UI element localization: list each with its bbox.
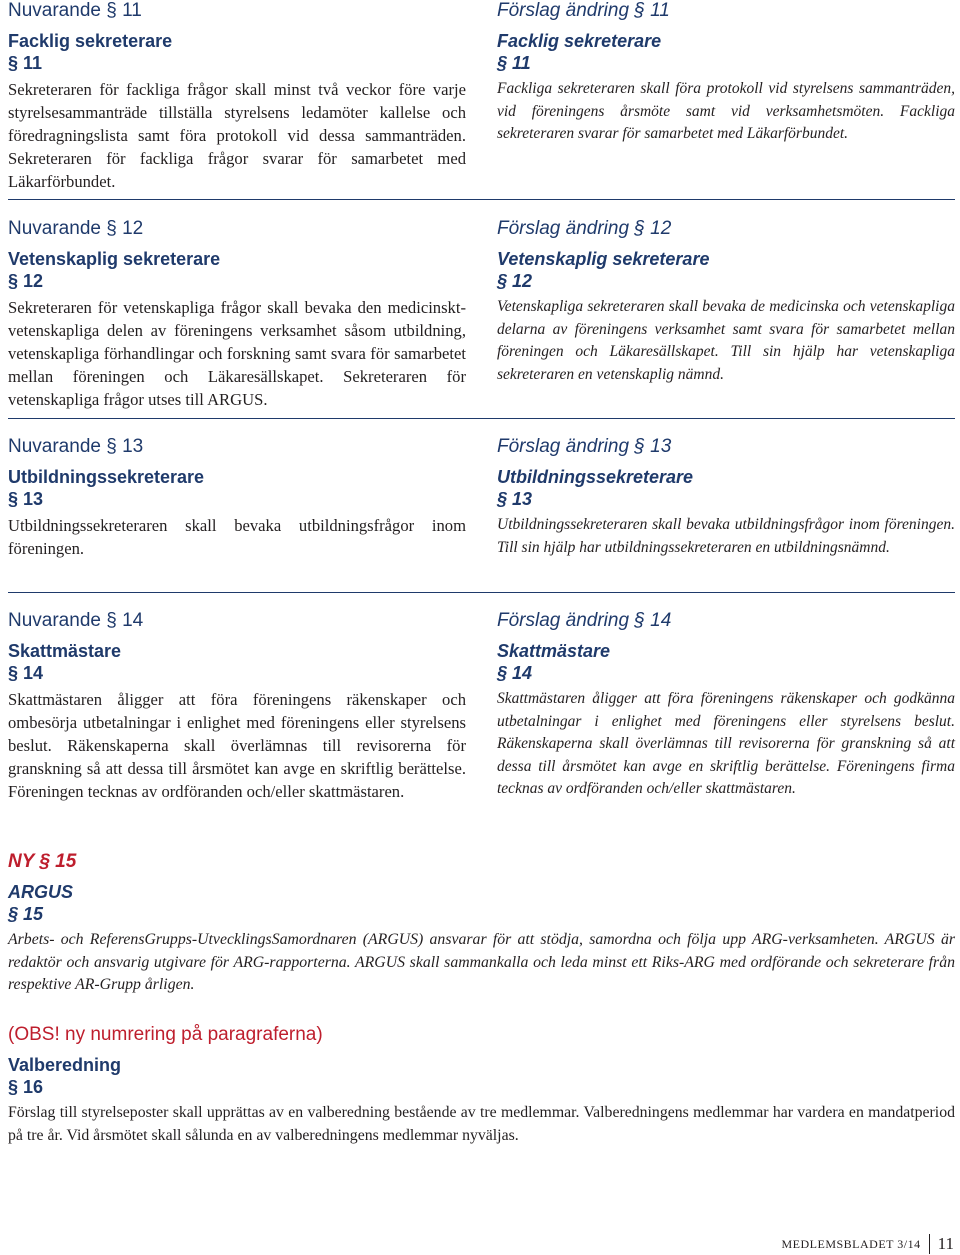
section-heading: Nuvarande § 14	[8, 610, 144, 631]
section-heading: Förslag ändring § 14	[497, 610, 672, 631]
paragraph-number: § 12	[497, 271, 533, 291]
current-column	[8, 436, 466, 560]
paragraph-number: § 16	[8, 1077, 44, 1097]
section-text: Utbildningssekreteraren skall bevaka utbildningsfrågor inom föreningen. Till sin hjälp har utbildningssekreteraren en utbildningsnämnd.	[497, 516, 955, 556]
section-text: Fackliga sekreteraren skall föra protokoll vid styrelsens sammanträden, vid föreningens årsmöte samt vid verksamhetsmöten. Fackliga sekreteraren svarar för samarbetet med Läkarförbundet.	[497, 80, 955, 142]
proposal-column	[497, 218, 955, 386]
section-title: Utbildningssekreterare	[497, 467, 694, 487]
section-title: Skattmästare	[497, 641, 611, 661]
section-heading: Förslag ändring § 13	[497, 436, 672, 457]
section-title: Facklig sekreterare	[497, 31, 662, 51]
section-title: Vetenskaplig sekreterare	[8, 249, 221, 269]
current-column	[8, 0, 466, 193]
section-divider	[8, 418, 955, 419]
new-section-heading: NY § 15	[8, 851, 77, 872]
section-text: Skattmästaren åligger att föra föreningens räkenskaper och ombesörja utbetalningar i enlighet med föreningens eller styrelsens beslut. Räkenskaperna skall överlämnas till revisorerna för granskning så att dessa till årsmötet kan avge en skriftlig berättelse. Föreningen tecknas av ordföranden och/eller skattmästaren.	[8, 690, 466, 801]
paragraph-number: § 15	[8, 904, 44, 924]
magazine-issue: MEDLEMSBLADET 3/14	[781, 1236, 921, 1251]
section-heading: Förslag ändring § 11	[497, 0, 670, 21]
current-column	[8, 218, 466, 411]
paragraph-number: § 13	[8, 489, 44, 509]
paragraph-number: § 14	[8, 663, 44, 683]
page-number: 11	[937, 1234, 954, 1253]
section-title: Utbildningssekreterare	[8, 467, 205, 487]
paragraph-number: § 11	[497, 53, 531, 73]
section-text: Sekreteraren för vetenskapliga frågor skall bevaka den medicinskt- vetenskapliga delen av föreningens verksamhet såsom utbildning, vetenskapliga förhandlingar och forskning samt svara för samarbetet mellan föreningen och Läkaresällskapet. Sekreteraren för vetenskapliga frågor utses till ARGUS.	[8, 298, 466, 409]
page-footer	[782, 1234, 955, 1254]
section-text: Vetenskapliga sekreteraren skall bevaka de medicinska och vetenskapliga delarna av föreningens verksamhet samt svara för samarbetet mellan föreningen och Läkaresällskapet. Till sin hjälp har vetenskapliga sekreteraren en vetenskaplig nämnd.	[497, 298, 955, 383]
section-title: ARGUS	[8, 882, 74, 902]
section-title: Vetenskaplig sekreterare	[497, 249, 710, 269]
section-16	[8, 1024, 955, 1147]
proposal-column	[497, 0, 955, 146]
section-title: Skattmästare	[8, 641, 122, 661]
renumbering-note: (OBS! ny numrering på paragraferna)	[8, 1024, 323, 1045]
section-title: Facklig sekreterare	[8, 31, 173, 51]
section-heading: Förslag ändring § 12	[497, 218, 672, 239]
paragraph-number: § 13	[497, 489, 533, 509]
section-heading: Nuvarande § 13	[8, 436, 144, 457]
section-divider	[8, 592, 955, 593]
new-section-15	[8, 851, 955, 997]
paragraph-number: § 11	[8, 53, 43, 73]
section-title: Valberedning	[8, 1055, 122, 1075]
paragraph-number: § 12	[8, 271, 44, 291]
section-text: Skattmästaren åligger att föra föreningens räkenskaper och godkänna utbetalningar i enlighet med föreningens eller styrelsens beslut. Räkenskaperna skall överlämnas till revisorerna för granskning så att dessa till årsmötet kan avge en skriftlig berättelse. Föreningens firma tecknas av ordföranden och/eller skattmästaren.	[497, 690, 955, 797]
proposal-column	[497, 436, 955, 559]
proposal-column	[497, 610, 955, 801]
section-divider	[8, 199, 955, 200]
section-heading: Nuvarande § 11	[8, 0, 142, 21]
current-column	[8, 610, 466, 803]
section-text: Förslag till styrelseposter skall upprättas av en valberedning bestående av tre medlemmar. Valberedningens medlemmar har vardera en mandatperiod på tre år. Vid årsmötet skall sålunda en av valberedningens medlemmar nyväljas.	[8, 1104, 955, 1144]
section-text: Utbildningssekreteraren skall bevaka utbildningsfrågor inom föreningen.	[8, 516, 466, 558]
section-heading: Nuvarande § 12	[8, 218, 144, 239]
section-text: Arbets- och ReferensGrupps-UtvecklingsSamordnaren (ARGUS) ansvarar för att stödja, samordna och följa upp ARG-verksamheten. ARGUS är redaktör och ansvarig utgivare för ARG-rapporterna. ARGUS skall sammankalla och leda minst ett Riks-ARG med ordförande och sekreterare från respektive AR-Grupp årligen.	[8, 931, 955, 993]
footer-divider	[929, 1234, 930, 1254]
section-text: Sekreteraren för fackliga frågor skall minst två veckor före varje styrelsesammanträde tillställa styrelsens ledamöter kallelse och föredragningslista samt föra protokoll vid dessa sammanträden. Sekreteraren för fackliga frågor svarar för samarbetet med Läkarförbundet.	[8, 80, 466, 191]
paragraph-number: § 14	[497, 663, 533, 683]
